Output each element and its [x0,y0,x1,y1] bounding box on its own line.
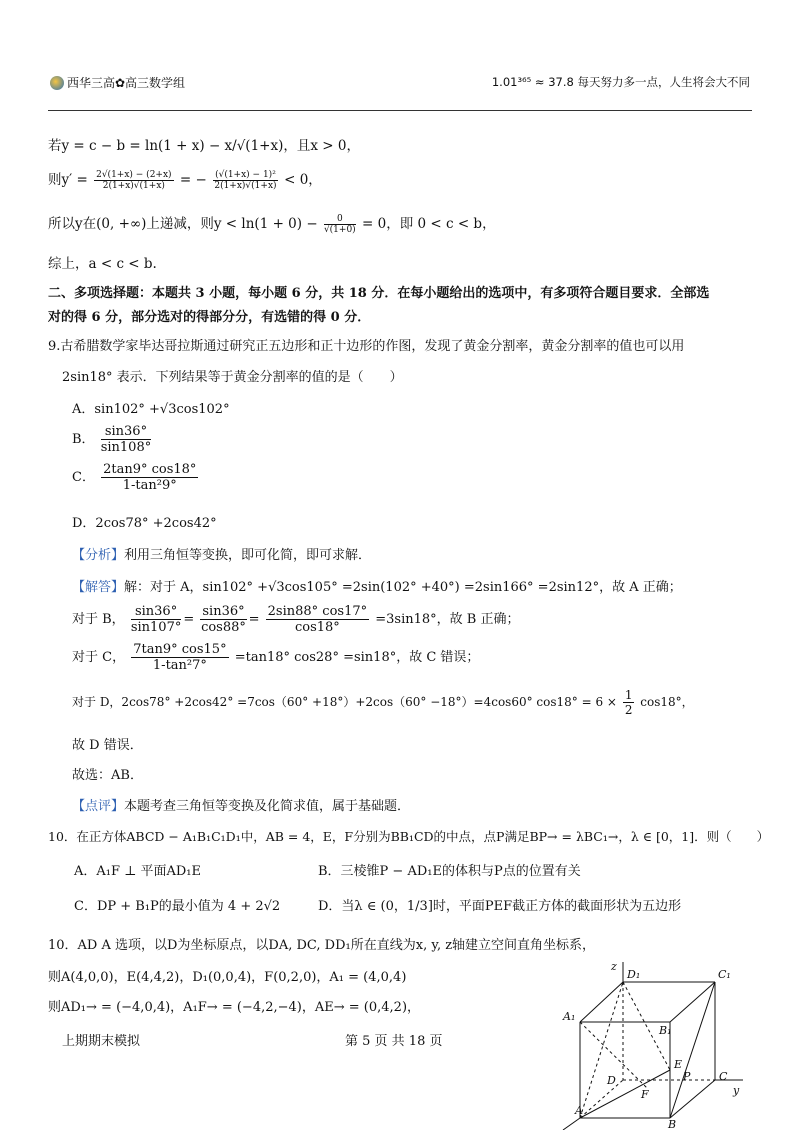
school-logo-icon [50,76,64,90]
header-right-text: 1.01³⁶⁵ ≈ 37.8 每天努力多一点，人生将会大不同 [491,75,750,89]
q9-option-b: B． $\frac{\sin 36^\circ}{\sin 108^\circ}$ [72,424,152,455]
header-left [50,74,185,91]
q9-option-a: A．sin102° +√3cos102° [72,402,230,417]
q10-solution-2: 则A(4,0,0)，E(4,4,2)，D₁(0,0,4)，F(0,2,0)，A₁ = (4,0,4) [48,970,407,985]
fraction-3: $\frac{0}{√(1+0)}$ [323,214,356,235]
svg-text:D₁: D₁ [627,968,641,981]
svg-text:A: A [575,1104,583,1117]
line-1: 若y = c − b = ln(1 + x) − x/√(1+x)，且x > 0， [48,138,360,154]
header-divider [48,110,752,111]
solution-d: 对于 D，2cos78° +2cos42° =7cos（60° +18°）+2cos（60° −18°）=4cos60° cos18° = 6 × $\frac{1}{2}$ cos18°， [72,688,694,717]
solution-line-1: 【解答】解：对于 A，sin102° +√3cos105° =2sin(102° +40°) =2sin166° =2sin12°，故 A 正确； [72,580,682,595]
line-3: 所以y在(0, +∞)上递减，则y < ln(1 + 0) − $\frac{0}{√(1+0)}$ = 0，即 0 < c < b， [48,214,496,235]
svg-text:B₁: B₁ [659,1024,672,1037]
svg-text:A₁: A₁ [563,1010,576,1023]
comment: 【点评】本题考查三角恒等变换及化简求值，属于基础题． [72,799,411,814]
cube-figure [555,960,750,1130]
fraction-2: $\frac{\text{(√(1+x) − 1)²}}{2(1+x)√(1+x)}$ [214,170,277,191]
q10-stem: 10．在正方体ABCD − A₁B₁C₁D₁中，AB = 4，E，F分别为BB₁CD的中点，点P满足BP→ = λBC₁→，λ ∈ [0，1]．则（ ） [48,829,770,844]
header-left-text: 西华三高✿高三数学组 [67,76,186,90]
solution-c: 对于 C， $\frac{7\tan 9^\circ \cos 15^\circ}{\text{1-tan²7°}}$ =tan18° cos28° =sin18°，故 C 错误； [72,642,480,673]
svg-text:y: y [733,1084,740,1097]
q10-option-b: B．三棱锥P − AD₁E的体积与P点的位置有关 [318,864,581,879]
q9-stem-1: 9.古希腊数学家毕达哥拉斯通过研究正五边形和正十边形的作图，发现了黄金分割率，黄金分割率的值也可以用 [48,339,685,354]
q10-option-d: D．当λ ∈ (0，1/3]时，平面PEF截正方体的截面形状为五边形 [318,899,682,914]
q10-option-c: C．DP + B₁P的最小值为 4 + 2√2 [74,899,281,914]
line-4: 综上，a < c < b. [48,256,157,272]
svg-text:C: C [719,1070,728,1083]
q10-option-a: A．A₁F ⊥ 平面AD₁E [74,864,202,879]
section-2-heading: 二、多项选择题：本题共 3 小题，每小题 6 分，共 18 分．在每小题给出的选项中，有多项符合题目要求．全部选 [48,286,710,301]
q9-option-d: D．2cos78° +2cos42° [72,516,217,531]
solution-d-conclusion: 故 D 错误． [72,738,143,753]
q9-option-c: C． $\frac{2\tan 9^\circ \cos 18^\circ}{\text{1-tan²9°}}$ [72,462,197,493]
svg-text:C₁: C₁ [718,968,731,981]
q9-stem-2: 2sin18° 表示．下列结果等于黄金分割率的值的是（ ） [62,370,403,385]
footer-page-number: 第 5 页 共 18 页 [345,1034,443,1049]
footer-left: 上期期末模拟 [62,1034,141,1049]
svg-text:z: z [611,960,617,973]
section-2-heading-cont: 对的得 6 分，部分选对的得部分分，有选错的得 0 分． [48,310,371,325]
svg-text:B: B [668,1118,677,1130]
q10-solution-3: 则AD₁→ = (−4,0,4)，A₁F→ = (−4,2,−4)，AE→ = (0,4,2)， [48,1000,421,1015]
q10-solution-1: 10．AD A 选项，以D为坐标原点，以DA, DC, DD₁所在直线为x, y, z轴建立空间直角坐标系， [48,938,596,953]
svg-text:E: E [674,1058,683,1071]
segment-ae [580,1070,670,1118]
axis-x [563,1118,580,1130]
fraction-1: $\frac{2√(1+x) - (2+x)}{2(1+x)√(1+x)}$ [96,170,172,191]
analysis: 【分析】利用三角恒等变换，即可化简，即可求解． [72,548,372,563]
svg-text:F: F [641,1088,649,1101]
answer-choice: 故选：AB． [72,768,143,783]
solution-b: 对于 B， $\frac{\sin 36^\circ}{\sin 107^\circ}$ = $\frac{\sin 36^\circ}{\cos 88^\circ}$ = $\frac{2\sin 88^\circ \cos 17^\circ}{\cos 18^\circ}$ =3sin18°，故 B 正确； [72,604,520,635]
svg-text:P: P [683,1070,691,1083]
line-2: 则y′ = $\frac{2√(1+x) - (2+x)}{2(1+x)√(1+x)}$ = − $\frac{\text{(√(1+x) − 1)²}}{2(1+x)√(1+x)}$ < 0， [48,170,322,191]
svg-text:D: D [607,1074,616,1087]
